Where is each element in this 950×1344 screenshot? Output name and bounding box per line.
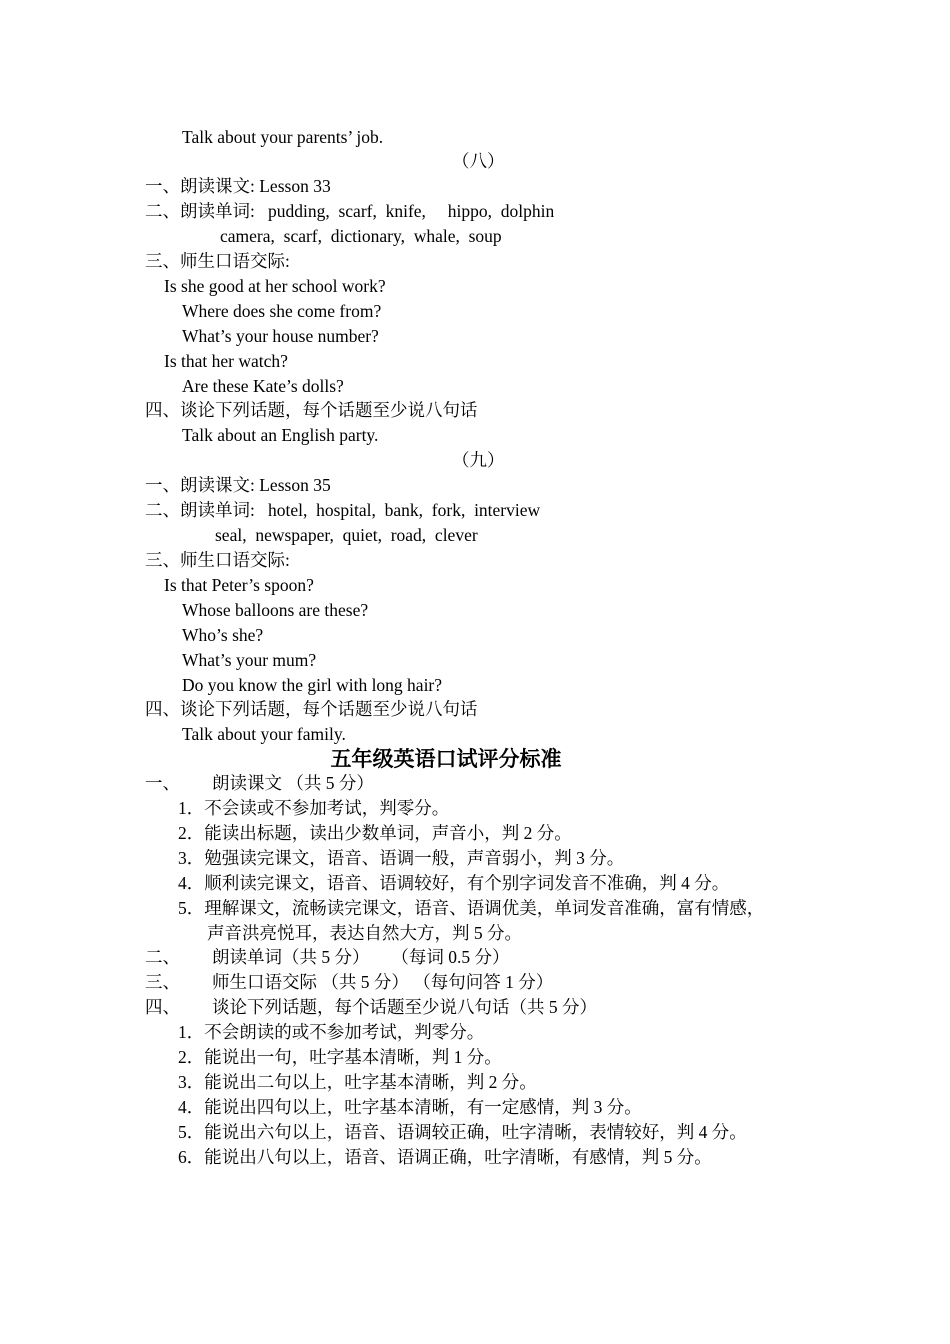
- intro-topic: Talk about your parents’ job.: [182, 127, 384, 147]
- section9-topic: Talk about your family.: [182, 724, 346, 744]
- section8-topic-label: 四、谈论下列话题，每个话题至少说八句话: [145, 400, 478, 420]
- section9-dialogue-label: 三、师生口语交际:: [145, 550, 290, 570]
- section9-question: Whose balloons are these?: [182, 600, 369, 620]
- section9-read-words-2: seal, newspaper, quiet, road, clever: [215, 525, 478, 545]
- rubric-part4-item: 4．能说出四句以上，吐字基本清晰，有一定感情，判 3 分。: [178, 1097, 642, 1117]
- rubric-part1-number: 一、: [145, 773, 180, 793]
- section8-dialogue-label: 三、师生口语交际:: [145, 251, 290, 271]
- section8-read-words-1: 二、朗读单词: pudding, scarf, knife, hippo, dolphin: [145, 201, 555, 221]
- section8-question: Are these Kate’s dolls?: [182, 376, 344, 396]
- section9-question: Do you know the girl with long hair?: [182, 675, 443, 695]
- section8-question: Is that her watch?: [164, 351, 288, 371]
- section9-topic-label: 四、谈论下列话题，每个话题至少说八句话: [145, 699, 478, 719]
- rubric-part3-label: 师生口语交际 （共 5 分） （每句问答 1 分）: [212, 972, 554, 992]
- rubric-part1-item-continuation: 声音洪亮悦耳，表达自然大方，判 5 分。: [207, 923, 522, 943]
- rubric-part4-number: 四、: [145, 997, 180, 1017]
- rubric-part4-item: 1．不会朗读的或不参加考试，判零分。: [178, 1022, 485, 1042]
- section9-heading: （九）: [452, 450, 505, 470]
- rubric-part4-item: 3．能说出二句以上，吐字基本清晰，判 2 分。: [178, 1072, 537, 1092]
- rubric-part1-item: 2．能读出标题，读出少数单词，声音小，判 2 分。: [178, 823, 572, 843]
- section9-question: Who’s she?: [182, 625, 264, 645]
- section8-read-text: 一、朗读课文: Lesson 33: [145, 176, 331, 196]
- rubric-part4-item: 6．能说出八句以上，语音、语调正确，吐字清晰，有感情，判 5 分。: [178, 1147, 712, 1167]
- section8-question: Is she good at her school work?: [164, 276, 386, 296]
- section9-read-words-1: 二、朗读单词: hotel, hospital, bank, fork, interview: [145, 500, 541, 520]
- section8-topic: Talk about an English party.: [182, 425, 379, 445]
- section8-question: Where does she come from?: [182, 301, 382, 321]
- section9-read-text: 一、朗读课文: Lesson 35: [145, 475, 331, 495]
- rubric-part1-label: 朗读课文 （共 5 分）: [212, 773, 374, 793]
- rubric-part3-number: 三、: [145, 972, 180, 992]
- rubric-title: 五年级英语口试评分标准: [330, 747, 562, 771]
- rubric-part2-number: 二、: [145, 947, 180, 967]
- rubric-part1-item: 4．顺利读完课文，语音、语调较好，有个别字词发音不准确，判 4 分。: [178, 873, 730, 893]
- rubric-part1-item: 1．不会读或不参加考试，判零分。: [178, 798, 450, 818]
- rubric-part2-label: 朗读单词（共 5 分） （每词 0.5 分）: [212, 947, 510, 967]
- section8-question: What’s your house number?: [182, 326, 379, 346]
- section9-question: What’s your mum?: [182, 650, 317, 670]
- rubric-part4-label: 谈论下列话题，每个话题至少说八句话（共 5 分）: [212, 997, 597, 1017]
- section9-question: Is that Peter’s spoon?: [164, 575, 314, 595]
- rubric-part4-item: 5．能说出六句以上，语音、语调较正确，吐字清晰，表情较好，判 4 分。: [178, 1122, 747, 1142]
- rubric-part1-item: 5．理解课文，流畅读完课文，语音、语调优美，单词发音准确，富有情感，: [178, 898, 765, 918]
- section8-read-words-2: camera, scarf, dictionary, whale, soup: [220, 226, 502, 246]
- rubric-part1-item: 3．勉强读完课文，语音、语调一般，声音弱小，判 3 分。: [178, 848, 625, 868]
- rubric-part4-item: 2．能说出一句，吐字基本清晰，判 1 分。: [178, 1047, 502, 1067]
- section8-heading: （八）: [452, 151, 505, 171]
